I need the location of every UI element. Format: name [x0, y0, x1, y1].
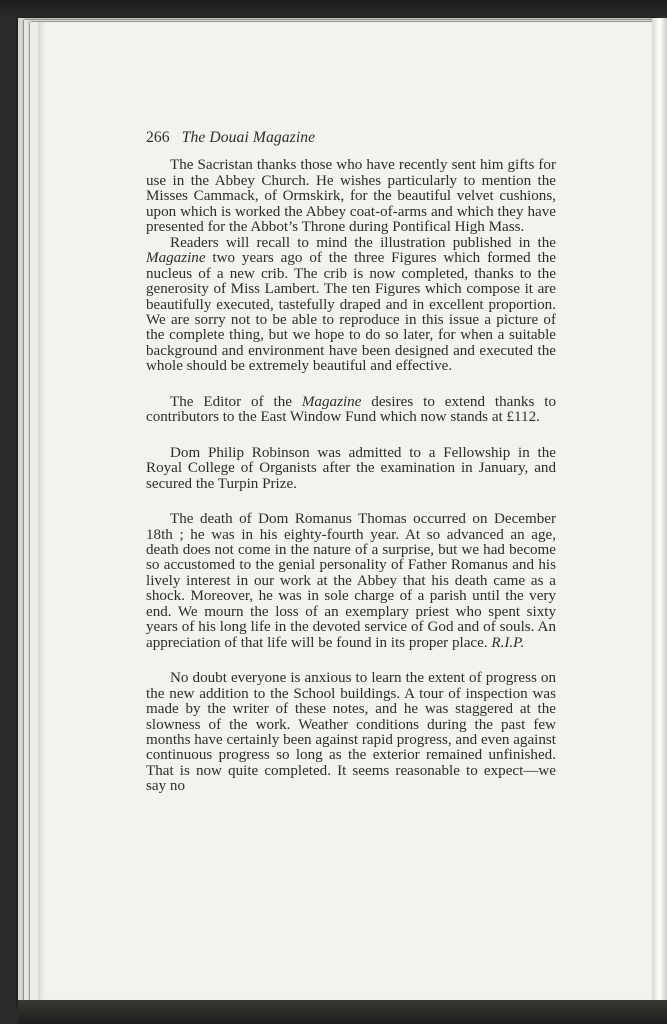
paragraph	[146, 512, 556, 651]
text-run: Dom Philip Robinson was admitted to a Fellowship in the Royal College of Organists after the examination in January, and secured the Turpin Prize.	[146, 444, 556, 492]
page-content	[146, 130, 556, 795]
paragraph	[146, 446, 556, 492]
text-run: The death of Dom Romanus Thomas occurred on December 18th ; he was in his eighty-fourth year. At so advanced an age, death does not come in the nature of a surprise, but we had become so accustomed to the genial personality of Father Romanus and his lively interest in our work at the Abbey that his death came as a shock. Moreover, he was in sole charge of a parish until the very end. We mourn the loss of an exemplary priest who spent sixty years of his long life in the devoted service of God and of souls. An appreciation of that life will be found in its proper place.	[146, 511, 556, 651]
book-cover-bottom	[18, 1000, 667, 1024]
paragraph	[146, 236, 556, 375]
page-number: 266	[146, 129, 170, 146]
body-text	[146, 158, 556, 794]
text-run: desires to extend thanks to contributors to the East Window Fund which now stands at £112.	[146, 393, 556, 426]
text-run: Readers will recall to mind the illustration published in the	[170, 234, 556, 251]
paragraph	[146, 395, 556, 426]
text-run: two years ago of the three Figures which formed the nucleus of a new crib. The crib is now completed, thanks to the generosity of Miss Lambert. The ten Figures which compose it are beautifully executed, tastefully draped and in excellent proportion. We are sorry not to be able to reproduce in this issue a picture of the complete thing, but we hope to do so later, for when a suitable background and environment have been designed and executed the whole should be extremely beautiful and effective.	[146, 250, 556, 375]
running-title: The Douai Magazine	[181, 129, 316, 146]
paragraph	[146, 671, 556, 795]
page-right-edge	[652, 18, 667, 1008]
text-run: No doubt everyone is anxious to learn the extent of progress on the new addition to the School buildings. A tour of inspection was made by the writer of these notes, and he was staggered at the slowness of the work. Weather conditions during the past few months have certainly been against rapid progress, and even against continuous progress so long as the exterior remained unfinished. That is now quite completed. It seems reasonable to expect—we say no	[146, 670, 556, 795]
running-head	[146, 130, 556, 145]
text-run: The Editor of the	[170, 393, 302, 410]
italic-text: R.I.P.	[491, 634, 525, 651]
book-cover-top	[0, 0, 667, 18]
italic-text: Magazine	[301, 393, 362, 410]
italic-text: Magazine	[146, 250, 206, 267]
paragraph	[146, 158, 556, 235]
text-run: The Sacristan thanks those who have recently sent him gifts for use in the Abbey Church. He wishes particularly to mention the Misses Cammack, of Ormskirk, for the beautiful velvet cushions, upon which is worked the Abbey coat-of-arms and which they have presented for the Abbot’s Throne during Pontifical High Mass.	[146, 157, 556, 236]
